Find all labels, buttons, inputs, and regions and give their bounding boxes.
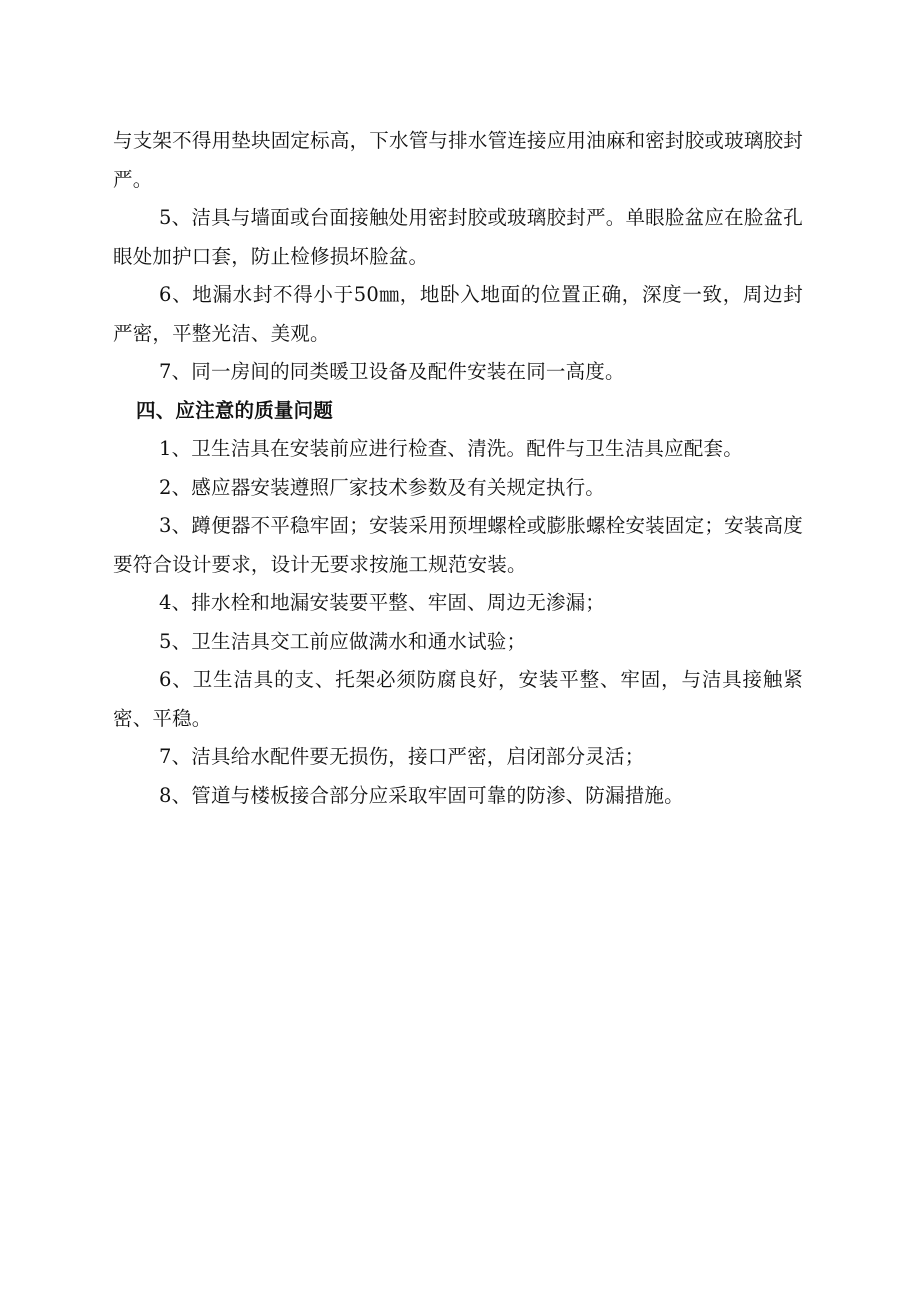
paragraph-item-7: 7、同一房间的同类暖卫设备及配件安装在同一高度。 — [159, 360, 625, 383]
quality-item-8: 8、管道与楼板接合部分应采取牢固可靠的防渗、防漏措施。 — [159, 783, 684, 807]
section-heading: 四、应注意的质量问题 — [136, 398, 334, 422]
quality-item-3: 3、蹲便器不平稳牢固；安装采用预埋螺栓或膨胀螺栓安装固定；安装高度要符合设计要求，设计无要求按施工规范安装。 — [113, 514, 803, 576]
quality-item-1: 1、卫生洁具在安装前应进行检查、清洗。配件与卫生洁具应配套。 — [159, 437, 743, 460]
quality-item-5: 5、卫生洁具交工前应做满水和通水试验； — [159, 629, 527, 653]
paragraph-item-6: 6、地漏水封不得小于50㎜，地卧入地面的位置正确，深度一致，周边封严密，平整光洁、美观。 — [113, 283, 803, 345]
quality-item-7: 7、洁具给水配件要无损伤，接口严密，启闭部分灵活； — [159, 745, 645, 768]
quality-item-4: 4、排水栓和地漏安装要平整、牢固、周边无渗漏； — [159, 591, 606, 614]
paragraph-item-5: 5、洁具与墙面或台面接触处用密封胶或玻璃胶封严。单眼脸盆应在脸盆孔眼处加护口套，防止检修损坏脸盆。 — [113, 206, 803, 268]
document-body — [113, 122, 803, 815]
quality-item-2: 2、感应器安装遵照厂家技术参数及有关规定执行。 — [159, 475, 606, 499]
paragraph-continuation: 与支架不得用垫块固定标高，下水管与排水管连接应用油麻和密封胶或玻璃胶封严。 — [113, 129, 803, 191]
quality-item-6: 6、卫生洁具的支、托架必须防腐良好，安装平整、牢固，与洁具接触紧密、平稳。 — [113, 668, 803, 730]
